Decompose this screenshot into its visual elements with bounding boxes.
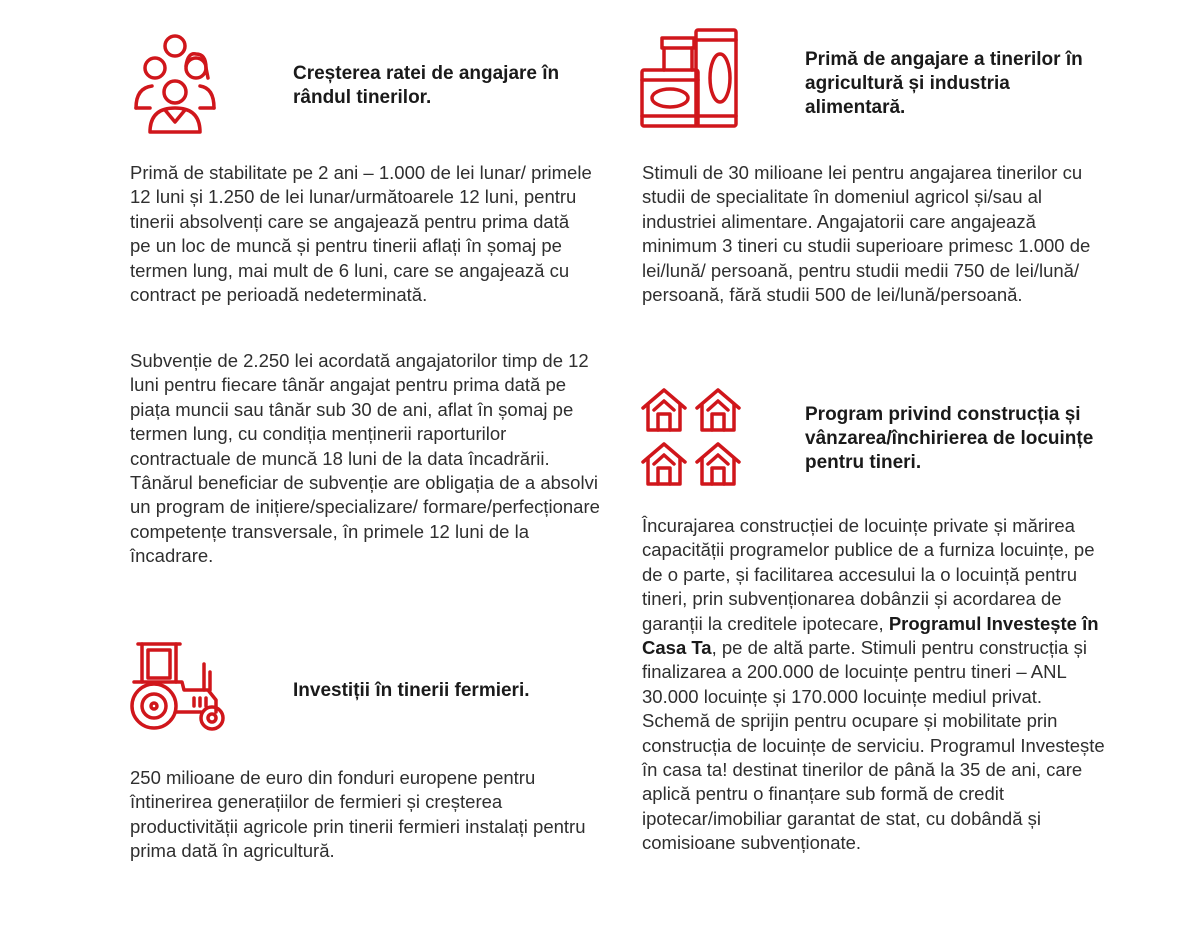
heading-young-farmers: Investiții în tinerii fermieri. [293,680,530,701]
houses-icon [640,386,744,490]
tractor-icon [128,640,228,732]
housing-text-after: , pe de altă parte. Stimuli pentru construcția și finalizarea a 200.000 de locuințe pentru tineri – ANL 30.000 locuințe și 170.000 locuințe mediul privat. Schemă de sprijin pentru ocupare și mobilitate prin construcția de locuințe de serviciu. Programul Investește în casa ta! destinat tinerilor de până la 35 de ani, care aplică pentru o finanțare sub formă de credit ipotecar/imobiliar garantat de stat, cu dobândă și comisioane subvenționate. [642,637,1105,854]
paragraph-stability-bonus: Primă de stabilitate pe 2 ani – 1.000 de lei lunar/ primele 12 luni și 1.250 de lei lunar/următoarele 12 luni, pentru tinerii absolvenți care se angajează pentru prima dată pe un loc de muncă și pentru tinerii aflați în șomaj pe termen lung, mai mult de 6 luni, care se angajează cu contract pe perioadă nedeterminată. [130,162,592,306]
people-group-icon [130,30,220,135]
heading-agri-food-hiring: Primă de angajare a tinerilor în agricultură și industria alimentară. [805,49,1083,118]
paragraph-housing [642,514,1112,856]
canned-food-icon [640,24,742,130]
housing-program-name: Programul Investește în Casa Ta [642,612,1099,659]
paragraph-employer-subsidy: Subvenție de 2.250 lei acordată angajatorilor timp de 12 luni pentru fiecare tânăr angajat pentru prima dată pe piața muncii sau tânăr sub 30 de ani, aflat în șomaj pe termen lung, cu condiția menținerii raporturilor contractuale de muncă 18 luni de la data încadrării. Tânărul beneficiar de subvenție are obligația de a absolvi un program de inițiere/specializare/ formare/perfecționare competențe transversale, în primele 12 luni de la încadrare. [130,350,600,567]
heading-housing: Program privind construcția și vânzarea/închirierea de locuințe pentru tineri. [805,404,1094,473]
paragraph-agri-food-hiring: Stimuli de 30 milioane lei pentru angajarea tinerilor cu studii de specialitate în domeniul agricol și/sau al industriei alimentare. Angajatorii care angajează minimum 3 tineri cu studii superioare primesc 1.000 de lei/lună/ persoană, pentru studii medii 750 de lei/lună/ persoană, fără studii 500 de lei/lună/persoană. [642,162,1091,306]
paragraph-young-farmers: 250 milioane de euro din fonduri europene pentru întinerirea generațiilor de fermieri și creșterea productivității agricole prin tinerii fermieri instalați pentru prima dată în agricultură. [130,767,586,862]
heading-youth-employment: Creșterea ratei de angajare în rândul tinerilor. [293,63,560,108]
housing-text-before: Încurajarea construcției de locuințe private și mărirea capacității programelor publice de a furniza locuințe, pe de o parte, și facilitarea accesului la o locuință pentru tineri, prin subvenționarea dobânzii și acordarea de garanții la creditele ipotecare, [642,515,1095,634]
